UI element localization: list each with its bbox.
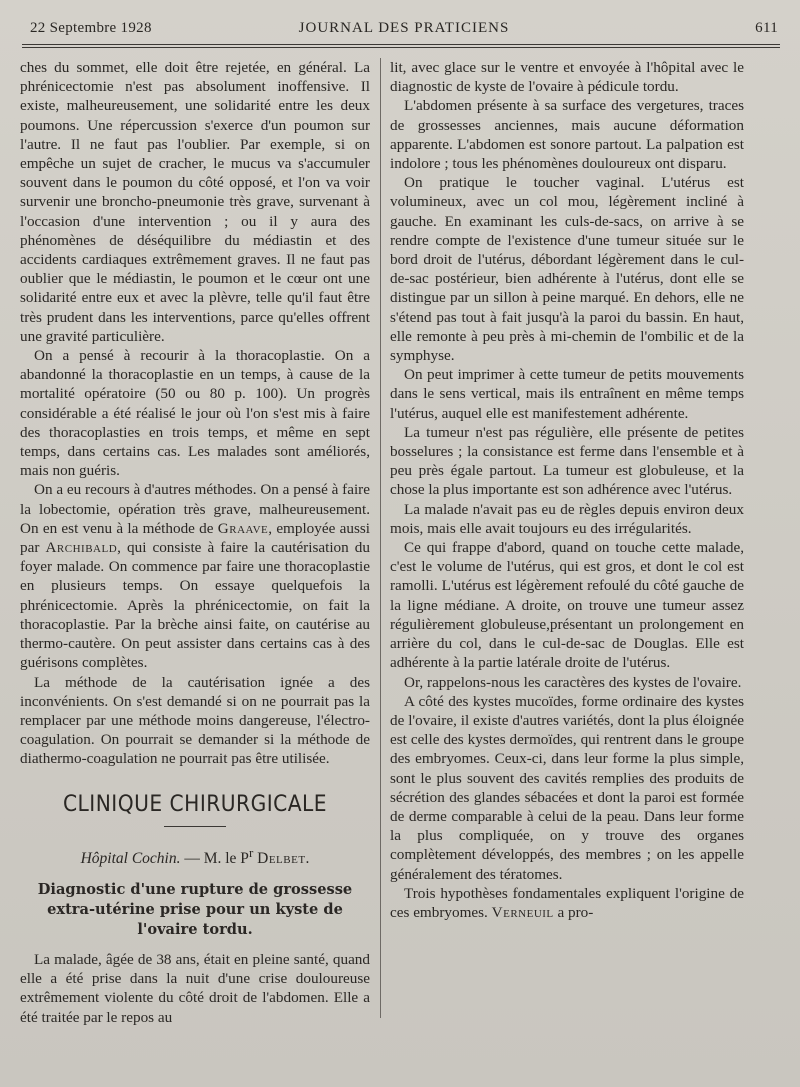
author-name: Archibald	[45, 539, 118, 557]
section-rule	[164, 826, 226, 827]
hospital-text: .	[305, 849, 310, 867]
left-column	[20, 58, 370, 1027]
right-column	[390, 58, 744, 922]
paragraph: L'abdomen présente à sa surface des vergetures, traces de grossesses anciennes, mais aucune déformation apparente. L'abdomen est sonore partout. La palpation est indolore ; tous les phénomènes douloureux ont disparu.	[390, 97, 744, 173]
header-date: 22 Septembre 1928	[30, 20, 152, 36]
page-number: 611	[755, 20, 778, 36]
paragraph: On pratique le toucher vaginal. L'utérus est volumineux, avec un col mou, légèrement incliné à gauche. En examinant les culs-de-sacs, on arrive à se rendre compte de l'existence d'une tumeur située sur le bord droit de l'utérus, débordant légèrement dans le cul-de-sac postérieur, bien adhérente à l'utérus, dont elle se distingue par un sillon à peine marqué. En dehors, elle ne s'étend pas tout à fait jusqu'à la paroi du bassin. En haut, elle remonte à peu près à mi-chemin de l'ombilic et de la symphyse.	[390, 174, 744, 365]
paragraph: La malade n'avait pas eu de règles depuis environ deux mois, mais elle avait toujours eu des irrégularités.	[390, 500, 744, 537]
paragraph-text: , qui consiste à faire la cautérisation du foyer malade. On commence par faire une thoracoplastie en plusieurs temps. On essaye quelquefois la phrénicectomie. Après la phrénicectomie, on fait la thoracoplastie. Par la brèche ainsi faite, on cautérise au thermo-cautère. On peut assister dans certains cas à des guérisons complètes.	[20, 539, 370, 672]
paragraph: lit, avec glace sur le ventre et envoyée à l'hôpital avec le diagnostic de kyste de l'ovaire à pédicule tordu.	[390, 59, 744, 96]
header-rule	[22, 44, 780, 48]
author-name: Graave	[217, 519, 269, 537]
hospital-sup: r	[248, 844, 254, 860]
paragraph: ches du sommet, elle doit être rejetée, en général. La phrénicectomie n'est pas absolument inoffensive. Il existe, malheureusement, une solidarité entre les deux poumons. Une répercussion s'exerce d'un poumon sur l'autre. Il ne faut pas l'oublier. Par exemple, si on empêche un sujet de cracher, le mucus va s'accumuler souvent dans le poumon du côté opposé, et l'on va voir survenir une broncho-pneumonie très grave, survenant à l'occasion d'une intervention ; ou il y aura des phénomènes de déséquilibre du médiastin et des accidents cardiaques extrêmement graves. Il ne faut pas oublier que le médiastin, le poumon et le cœur ont une solidarité entre eux et avec la plèvre, telle qu'il faut être très prudent dans les interventions, parce qu'elles offrent une gravité particulière.	[20, 59, 370, 345]
professor-name: Delbet	[257, 849, 306, 867]
paragraph-text: , employée aussi par	[20, 519, 370, 557]
paragraph: La tumeur n'est pas régulière, elle présente de petites bosselures ; la consistance est ferme dans l'ensemble et à peu près égale partout. La tumeur est globuleuse, et la chose la plus importante est son adhérence avec l'utérus.	[390, 423, 744, 499]
paragraph-text: On a eu recours à d'autres méthodes. On a pensé à faire la lobectomie, opération très grave, malheureusement. On en est venu à la méthode de	[20, 481, 370, 537]
hospital-line	[20, 843, 370, 868]
column-divider	[380, 58, 381, 1018]
paragraph: La malade, âgée de 38 ans, était en pleine santé, quand elle a été prise dans la nuit d'une crise douloureuse extrêmement violente du côté droit de l'abdomen. Elle a été traitée par le repos au	[20, 951, 370, 1026]
paragraph: On a pensé à recourir à la thoracoplastie. On a abandonné la thoracoplastie en un temps, à cause de la mortalité opératoire (50 ou 80 p. 100). Un progrès considérable a été réalisé le jour où l'on s'est mis à faire des thoracoplasties en trois temps, et même en sept temps, dans certains cas. Les malades sont améliorés, mais non guéris.	[20, 347, 370, 480]
article-title: Diagnostic d'une rupture de grossesse extra-utérine prise pour un kyste de l'ovaire tordu.	[37, 881, 353, 939]
hospital-name: Hôpital Cochin.	[80, 849, 181, 867]
section-title: CLINIQUE CHIRURGICALE	[62, 791, 328, 817]
paragraph: Or, rappelons-nous les caractères des kystes de l'ovaire.	[404, 673, 742, 691]
running-header	[30, 20, 778, 42]
paragraph: On peut imprimer à cette tumeur de petits mouvements dans le sens vertical, mais ils entraînent en même temps l'utérus, auquel elle est manifestement adhérente.	[390, 366, 744, 422]
paragraph: Ce qui frappe d'abord, quand on touche cette malade, c'est le volume de l'utérus, qui est gros, et dont le col est ramolli. L'utérus est légèrement refoulé du côté gauche de la ligne médiane. A droite, on trouve une tumeur assez régulièrement globuleuse,présentant un prolongement en arrière du col, dans le cul-de-sac de Douglas. Elle est adhérente à la partie latérale droite de l'utérus.	[390, 539, 744, 672]
paragraph	[20, 480, 370, 672]
journal-title: JOURNAL DES PRATICIENS	[298, 20, 510, 36]
hospital-text: — M. le P	[180, 849, 249, 867]
paragraph	[390, 884, 744, 922]
paragraph-text: a pro-	[553, 903, 594, 921]
paragraph: La méthode de la cautérisation ignée a des inconvénients. On s'est demandé si on ne pourrait pas la remplacer par une méthode moins dangereuse, l'électro-coagulation. On pourrait se demander si la méthode de diathermo-coagulation ne pourrait pas être utilisée.	[20, 673, 370, 768]
author-name: Verneuil	[491, 903, 554, 921]
paragraph-text: Trois hypothèses fondamentales expliquent l'origine de ces embryomes.	[390, 884, 744, 921]
paragraph: A côté des kystes mucoïdes, forme ordinaire des kystes de l'ovaire, il existe d'autres variétés, dont la plus éloignée est celle des kystes dermoïdes, qui rentrent dans le groupe des embryomes. Ceux-ci, dans leur forme la plus simple, sont le plus souvent des cavités remplies des produits de sécrétion des glandes sébacées et dont la paroi est formée de derme comparable à celui de la peau. Dans leur forme la plus compliquée, on y trouve des organes complètement développés, des membres ; on les appelle généralement des tératomes.	[390, 692, 744, 883]
